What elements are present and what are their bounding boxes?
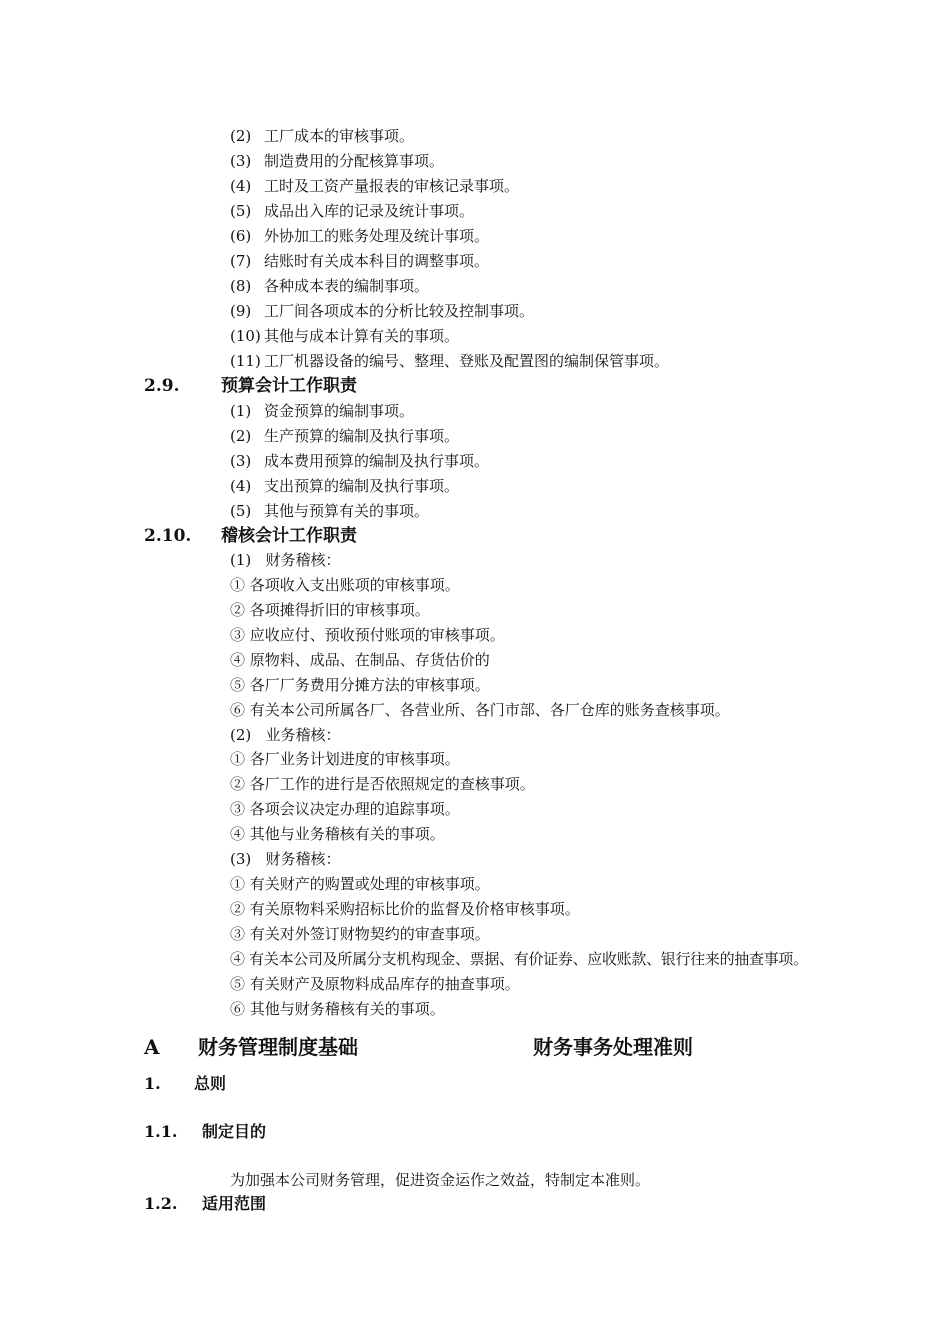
audit-line: ④ 原物料、成品、在制品、存货估价的 xyxy=(230,651,490,669)
audit-line: ⑥ 其他与财务稽核有关的事项。 xyxy=(230,1000,445,1018)
audit-line: (3) 财务稽核： xyxy=(230,850,341,868)
audit-line: ① 各项收入支出账项的审核事项。 xyxy=(230,576,460,594)
audit-line: ② 各厂工作的进行是否依照规定的查核事项。 xyxy=(230,775,535,793)
cost-item: (11) 工厂机器设备的编号、整理、登账及配置图的编制保管事项。 xyxy=(230,352,670,370)
audit-line: ③ 有关对外签订财物契约的审查事项。 xyxy=(230,925,490,943)
audit-line: (2) 业务稽核： xyxy=(230,726,341,744)
budget-item: (3) 成本费用预算的编制及执行事项。 xyxy=(230,452,490,470)
section-heading-2-10: 2.10. 稽核会计工作职责 xyxy=(144,526,357,546)
chapter-left-title: 财务管理制度基础 xyxy=(198,1035,358,1059)
cost-item: (6) 外协加工的账务处理及统计事项。 xyxy=(230,227,490,245)
chapter-letter: A xyxy=(144,1035,160,1059)
audit-line: ② 各项摊得折旧的审核事项。 xyxy=(230,601,430,619)
audit-line: (1) 财务稽核： xyxy=(230,551,341,569)
audit-line: ① 有关财产的购置或处理的审核事项。 xyxy=(230,875,490,893)
cost-item: (3) 制造费用的分配核算事项。 xyxy=(230,152,445,170)
budget-item: (1) 资金预算的编制事项。 xyxy=(230,402,415,420)
chapter-right-title: 财务事务处理准则 xyxy=(533,1035,693,1059)
chapter-heading xyxy=(144,1034,693,1060)
audit-line: ④ 有关本公司及所属分支机构现金、票据、有价证券、应收账款、银行往来的抽查事项。 xyxy=(230,950,808,968)
cost-item: (7) 结账时有关成本科目的调整事项。 xyxy=(230,252,490,270)
audit-line: ⑤ 有关财产及原物料成品库存的抽查事项。 xyxy=(230,975,520,993)
cost-item: (8) 各种成本表的编制事项。 xyxy=(230,277,430,295)
budget-item: (5) 其他与预算有关的事项。 xyxy=(230,502,430,520)
section-heading-1-2: 1.2. 适用范围 xyxy=(144,1194,267,1213)
cost-item: (4) 工时及工资产量报表的审核记录事项。 xyxy=(230,177,520,195)
cost-item: (5) 成品出入库的记录及统计事项。 xyxy=(230,202,475,220)
cost-item: (10) 其他与成本计算有关的事项。 xyxy=(230,327,460,345)
audit-line: ⑥ 有关本公司所属各厂、各营业所、各门市部、各厂仓库的账务查核事项。 xyxy=(230,701,730,719)
cost-item: (9) 工厂间各项成本的分析比较及控制事项。 xyxy=(230,302,535,320)
audit-line: ② 有关原物料采购招标比价的监督及价格审核事项。 xyxy=(230,900,580,918)
audit-line: ① 各厂业务计划进度的审核事项。 xyxy=(230,750,460,768)
section-heading-2-9: 2.9. 预算会计工作职责 xyxy=(144,376,357,396)
purpose-paragraph: 为加强本公司财务管理，促进资金运作之效益，特制定本准则。 xyxy=(230,1171,651,1189)
budget-item: (4) 支出预算的编制及执行事项。 xyxy=(230,477,460,495)
audit-line: ③ 各项会议决定办理的追踪事项。 xyxy=(230,800,460,818)
audit-line: ⑤ 各厂厂务费用分摊方法的审核事项。 xyxy=(230,676,490,694)
audit-line: ③ 应收应付、预收预付账项的审核事项。 xyxy=(230,626,505,644)
cost-item: (2) 工厂成本的审核事项。 xyxy=(230,127,415,145)
audit-line: ④ 其他与业务稽核有关的事项。 xyxy=(230,825,445,843)
section-heading-1: 1. 总则 xyxy=(144,1074,227,1093)
section-heading-1-1: 1.1. 制定目的 xyxy=(144,1122,267,1141)
budget-item: (2) 生产预算的编制及执行事项。 xyxy=(230,427,460,445)
